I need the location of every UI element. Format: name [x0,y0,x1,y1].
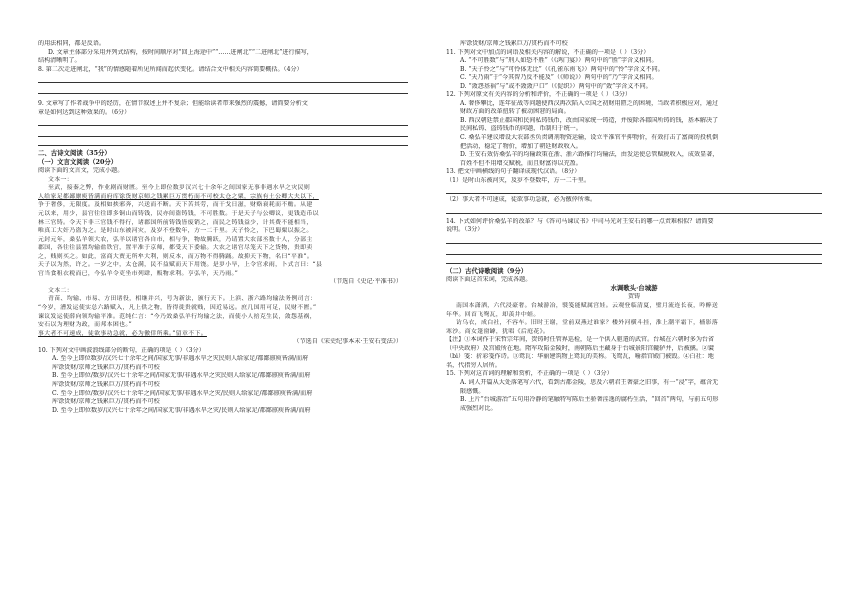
question-15: 15. 下列对这首词的理解和赏析，不正确的一项是（ ）（3分） [446,370,613,378]
question-13-2: （2）事大者不可速成，徒欲事功急就，必为徼倖所乘。 [446,196,597,204]
option-a[interactable]: A. “不可胜数”与“刑人如恐不胜”（《鸿门宴》）两句中的“胜”字含义相同。 [460,57,658,65]
poem-line: 南国本潇洒，六代浸豪奢。台城游冶，襞笺能赋属宫娃。云观登临清夏，璧月流连长夜，吟醉送 [456,303,719,310]
right-column [446,40,822,413]
option-b[interactable]: B. 西汉朝廷禁止郡国和民间私铸钱币，改由国家统一铸造，并废除各郡国所铸的钱，基本解决了 [460,116,719,124]
option-a-cont: 库馀货财/京师之钱累巨万/贯朽而不可校 [52,363,160,371]
passage-line: 事大者不可速成，徒欲事功急就，必为徼倖所乘。”留章不下。 [38,330,207,337]
poem-author: 贺铸 [627,293,641,301]
passage-line: 郡国，各往往县置均输盐铁官，置平准于京师，都受天下委输。大农之诸官尽笼天下之货物，贵即卖 [38,245,313,252]
question-9-cont: 章是如何达到这种效果的。（6分） [38,108,131,116]
passage-line: 天子以为然，许之。一岁之中，太仓满，民不益赋而天下用饶。是岁小旱，上令官求雨，卜式言曰：“县 [38,262,323,269]
option-a[interactable]: A. 奢侈攀比，连年征战等问题使西汉再次陷入立国之初财用匮乏的困境，当政者积极应对，通过 [460,99,719,107]
poem-note: 【注】①本词作于宋哲宗年间，贺铸时任管界巡检，是一个供人驱遣的武官。台城在六朝时多为台省 [446,336,715,344]
option-b[interactable]: B. 上片“台城游冶”五句用冷静的笔触特写陈后主骄奢淫逸的腐朽生活，“回首”两句，与前五句形 [460,396,719,404]
instruction: 阅读下面这首宋词，完成各题。 [446,275,532,283]
answer-line[interactable] [38,117,408,126]
passage-line: 人给家足都鄙廪庾皆满而府库馀货财京师之钱累巨万贯朽而不可校太仓之粟，宗族有土公卿大夫以下， [38,193,319,200]
passage-line: 林三官铸。令天下非三官钱不得行，诸郡国所前铸钱皆废销之，而民之铸钱益少，计其费不能相当， [38,219,313,226]
answer-line[interactable] [446,205,822,214]
passage-line: 元封元年，桑弘羊领大农，弘羊以诸官各自市，相与争，物故腾跃，乃请置大农部丞数十人，分部主 [38,236,313,243]
instruction: 阅读下面的文言文，完成小题。 [38,167,124,175]
question-9: 9. 文章写了作者战争中的经历，在情节叙述上并不复杂；但能给读者带来强烈的震撼，请简要分析文 [38,100,308,108]
question-10: 10. 下列对文中画波浪线部分的断句，正确的项是（ ）（3分） [38,346,205,354]
text2-label: 文本二： [48,287,73,294]
divider [446,263,822,264]
option-c[interactable]: C. “天乃雨”于“今其智乃反不能及”（《师说》）两句中的“乃”字含义相同。 [460,74,658,82]
poem-section-title: （二）古代诗歌阅读（9分） [446,266,528,275]
poem-line: 寒沙。商女篷窗罅，犹唱《后庭花》。 [446,328,550,335]
poem-note: 名，代指穷人居所。 [446,361,501,369]
option-a-cont: 限感慨。 [460,387,485,395]
passage-line: 元以来，用少，县官往往即多铜山而铸钱，民亦间盗铸钱，不可胜数。于是天子与公卿议，更钱造币以 [38,211,319,218]
question-11: 11. 下列对文中加点的词语及相关内容的解说，不正确的一项是（ ）（3分） [446,48,650,56]
option-b[interactable]: B. “天子怜之”与“可怜体无比”（《孔雀东南飞》）两句中的“怜”字含义不同。 [460,65,664,73]
passage-line: “今岁，漕发运使实总六路赋入，凡上供之物，皆得徙贵就贱，因近易远。庶几国用可足，民财不匮。” [38,305,317,312]
answer-line[interactable] [38,128,408,137]
section-title: 二、古诗文阅读（35分） [38,149,111,158]
text1-label: 文本一： [48,176,73,183]
left-column [38,40,408,415]
option-d[interactable]: D. 至今上即位数岁/汉兴七十余年之间/国家无事/非遇水旱之灾/民则人给家足/都鄙廪庾皆满/而府 [52,406,311,414]
source-citation: （节选自《宋史纪事本末·王安石变法》） [293,338,402,346]
passage-line: 安石以为理财为政，而邦本困也。” [38,322,133,329]
option-c-cont: 库馀货财/京师之钱累巨万/贯朽而不可校 [52,398,160,406]
passage-line: 唯真工大奸乃盗为之。是时山东被河灾，及岁不登数年，方一二千里。天子怜之，下巴蜀粟以振之。 [38,228,313,235]
question-12: 12. 下列对原文有关内容的分析和评价，不正确的一项是（ ）（3分） [446,91,632,99]
source-citation: （节选自《史记·平准书》） [329,278,402,286]
option-b-cont: 民间私铸、盗铸钱币的问题，币制归于统一。 [460,125,582,133]
option-c-cont: 把活动，稳定了物价，增加了朝廷财政收入。 [460,142,582,150]
passage-line: 至武，接秦之弊，作业剧而财匮。至今上即位数岁汉兴七十余年之间国家无事非遇水旱之灾民则 [48,185,311,192]
subsection-title: （一）文言文阅读（20分） [38,158,118,167]
question-13-1: （1）是时山东被河灾，及岁不登数年，方一二千里。 [446,176,591,184]
option-c[interactable]: C. 桑弘羊建议增设大农部丞负责调剂物资运输，设立平准官平抑物价，有效打击了富商的投机倒 [460,134,719,142]
question-14: 14. 卜式如何评价桑弘羊的改革？与《答司马谏议书》中司马光对王安石的哪一点责难相似？请简要 [446,217,714,225]
option-a-cont: 财政方面的改革扭转了被动困窘的局面。 [460,108,570,116]
option-d-cont: 库馀货财/京师之钱累巨万/贯朽而不可校 [460,40,568,47]
option-d[interactable]: D. “敛怨基祸”与“或不敛敛户口”（《促织》）两句中的“敛”字含义不同。 [460,82,652,90]
answer-line[interactable] [446,185,822,194]
poem-line: 访乌衣，成白社，不容车。旧时王谢，堂前双燕过谁家？楼外河横斗挂，淮上潮平霜下，樯影落 [456,320,719,327]
option-b[interactable]: B. 至今上即位/数岁/汉兴七十余年之间/国家无事/非遇水旱之灾民则人给家足/都鄙廪庾皆满/而府 [52,372,311,380]
answer-line[interactable] [446,235,822,244]
passage-line: 争于奢侈，无限度。及相如挟邪奔，兴送而不断。天下苦其劳，而干戈日滋，财赂衰耗而不赡。从建 [38,202,313,209]
poem-line: 年华。回首飞鸳瓦，却羡井中蛙。 [446,311,540,318]
passage-line: 谏议发运使薛向领均输平准。范纯仁言：“今乃效桑弘羊行均输之法，而使小人掊克生民，敛怨基祸， [38,313,316,320]
option-b-cont: 成强烈对比。 [460,404,497,412]
question-14-cont: 说明。（3分） [446,226,484,234]
question-13: 13. 把文中画横线的句子翻译成现代汉语。（8分） [446,168,581,176]
answer-line[interactable] [446,246,822,255]
option-a[interactable]: A. 至今上即位数岁/汉兴七十余年之间/国家无事/非遇水旱之灾民则人给家足/都鄙廪庾皆满/而府 [52,355,309,363]
option-a[interactable]: A. 词人开篇从大处落笔写六代，看到古都金陵，思及六朝君王奢豪之旧事，有一“浸”字，蕴含无 [460,378,719,386]
passage-line: 之，贱则买之。如此，富商大贾无所牟大利，则反本，而万物不得腾踊。故抑天下物，名曰“平准”。 [38,253,314,260]
option-c[interactable]: C. 至今上即位/数岁/汉兴七十余年之间/国家无事/非遇水旱之灾/民则人给家足/都鄙廪庾皆满/而府 [52,389,313,397]
question-8: 8. 第二次走进闸北，“我”的情感随着所见所闻而起伏变化。请结合文中相关内容简要概括。（4分） [38,65,303,73]
passage-line: 青苗、均输、市易、方田诸役，相继并兴，号为新法，颁行天下。上滨、浙六路均输法务例司言： [48,296,317,303]
divider [38,145,408,146]
option-d: D. 文章主体部分采用并列式结构，按时间顺序对“回上海途中”“……进闸北”“二进闸北”进行描写， [48,48,313,56]
option-b-cont: 库馀货财/京师之钱累巨万/贯朽而不可校 [52,380,160,388]
poem-note: （中央政府）及宫殿所在地。隋军攻陷金陵时，南朝陈后主藏身于台城景阳宫辘轳井，后被擒。②襞 [446,344,715,352]
poem-title: 水调歌头·台城游 [610,284,658,293]
passage-line: 官当食租衣税而已，今弘羊令吏坐市列肆，贩物求利。亨弘羊，天乃雨。” [38,270,239,277]
answer-line[interactable] [38,74,408,83]
answer-line[interactable] [38,85,408,94]
text-line: 的用法相同，都是反语。 [38,40,106,47]
option-d-cont: 百姓不但不用增交赋税，而且财富得以充盈。 [460,159,582,167]
option-d[interactable]: D. 王安石效仿桑弘羊的均输政策在浙、浙六路推行均输法，由发运使总管赋税收入，成效显著， [460,151,719,159]
poem-note: （bì）笺：折彩笺作诗。③鸳瓦：华丽建筑物上鸳瓦的美称。飞鸳瓦，喻指宫殿门被毁。④白社：地 [446,353,714,361]
text-line: 结构清晰明了。 [38,57,81,65]
